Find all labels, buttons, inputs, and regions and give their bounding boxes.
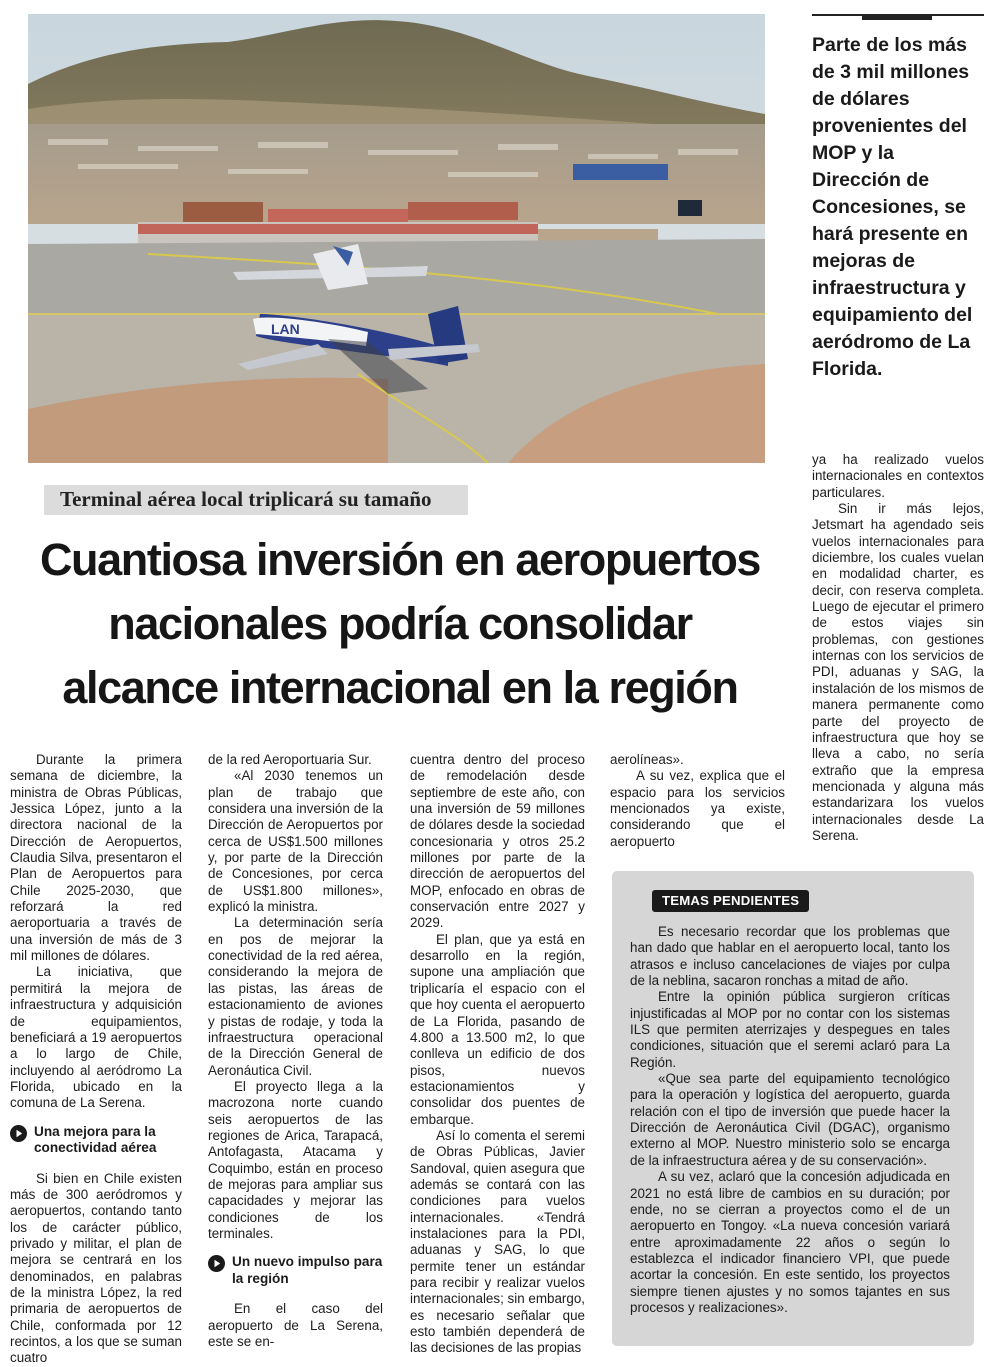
subheading-text: Un nuevo impulso para la región <box>232 1254 383 1286</box>
body-paragraph-continued: ya ha realizado vuelos internacionales en contextos particulares. <box>812 452 984 500</box>
body-column-4 <box>610 752 785 850</box>
headline-line-2: nacionales podría consolidar <box>108 598 692 649</box>
box-paragraph: «Que sea parte del equipamiento tecnológico para la operación y logística del aeropuerto, guarda relación con el tipo de inversión que puede hacer la Dirección de Aeronáutica Civil (DGAC), organismo externo al MOP. Nuestro ministerio solo se encarga de la infraestructura aérea y de su conservación». <box>630 1071 950 1168</box>
body-paragraph: Así lo comenta el seremi de Obras Públicas, Javier Sandoval, quien asegura que además se contará con las condiciones para vuelos internacionales. «Tendrá instalaciones para la PDI, aduanas y SAG, lo que permite tener un estándar para recibir y realizar vuelos internacionales; sin embargo, es necesario señalar que esto también dependerá de las decisiones de las propias <box>410 1127 585 1356</box>
kicker-banner <box>44 485 468 515</box>
box-paragraph: Entre la opinión pública surgieron críticas injustificadas al MOP por no contar con los sistemas ILS que permiten aterrizajes y despegues en tales condiciones, situación que el seremi aclaró para La Región. <box>630 989 950 1070</box>
body-paragraph: La iniciativa, que permitirá la mejora de infraestructura y adquisición de equipamientos, beneficiará a 19 aeropuertos a lo largo de Chile, incluyendo al aeródromo La Florida, ubicado en la comuna de La Serena. <box>10 964 182 1111</box>
box-paragraph: Es necesario recordar que los problemas que han dado que hablar en el aeropuerto local, tanto los atrasos e incluso cancelaciones de viajes por culpa de la neblina, sacaron ronchas a mitad de año. <box>630 924 950 989</box>
airport-photo <box>28 14 765 463</box>
body-paragraph: A su vez, explica que el espacio para los servicios mencionados ya existe, considerando que el aeropuerto <box>610 768 785 849</box>
play-circle-icon <box>10 1125 27 1142</box>
body-paragraph-continued: aerolíneas». <box>610 752 684 767</box>
box-paragraph: A su vez, aclaró que la concesión adjudicada en 2021 no está libre de cambios en su duración; por ende, no se cierran a proyectos como el de un aeropuerto en Tongoy. «La nueva concesión variará entre aproximadamente 22 años o según lo establezca el indicador financiero VPI, que puede acortar la concesión. En este sentido, los proyectos siempre tienen ajustes y no somos tajantes en sus procesos y realizaciones». <box>630 1169 950 1315</box>
headline-line-3: alcance internacional en la región <box>62 662 738 713</box>
body-paragraph: La determinación sería en pos de mejorar la conectividad de la red aérea, considerando la mejora de las pistas, las áreas de estacionamiento de aviones y pistas de rodaje, y toda la infraestructura operacional de la Dirección General de Aeronáutica Civil. <box>208 915 383 1078</box>
body-paragraph: El proyecto llega a la macrozona norte cuando seis aeropuertos de las regiones de Arica, Tarapacá, Antofagasta, Atacama y Coquimbo, están en proceso de mejoras para ampliar sus capacidades y mejorar las condiciones de los terminales. <box>208 1078 383 1241</box>
body-paragraph: El plan, que ya está en desarrollo en la región, supone una ampliación que triplicaría el espacio con el que hoy cuenta el aeropuerto de La Florida, pasando de 4.800 a 13.500 m2, lo que conlleva un edificio de dos pisos, nuevos estacionamientos y consolidar dos puentes de embarque. <box>410 931 585 1127</box>
body-paragraph: Sin ir más lejos, Jetsmart ha agendado seis vuelos internacionales para diciembre, los cuales vuelan en modalidad charter, es decir, con reserva completa. Luego de ejecutar el primero de estos viajes sin problemas, con gestiones internas con los servicios de PDI, aduanas y SAG, la instalación de los mismos de manera permanente como parte del proyecto de infraestructura que hoy se lleva a cabo, no sería extraño que la empresa mencionada y alguna más estandarizara los vuelos internacionales desde La Serena. <box>812 501 984 843</box>
subheading <box>10 1124 182 1157</box>
body-paragraph-continued: de la red Aeroportuaria Sur. <box>208 752 372 767</box>
body-column-2 <box>208 752 383 1350</box>
body-paragraph-continued: cuentra dentro del proceso de remodelación desde septiembre de este año, con una inversión de 59 millones de dólares desde la sociedad concesionaria y otros 25.2 millones por parte de la dirección de aeropuertos del MOP, enfocado en obras de conservación entre 2027 y 2029. <box>410 752 585 931</box>
pull-quote-rule <box>812 14 984 22</box>
sidebar-box-badge: TEMAS PENDIENTES <box>652 890 809 912</box>
body-paragraph: Si bien en Chile existen más de 300 aeródromos y aeropuertos, contando tanto los de carácter público, privado y militar, el plan de mejora se centrará en los denominados, en palabras de la ministra López, la red primaria de aeropuertos de Chile, conformada por 12 recintos, a los que se suman cuatro <box>10 1170 182 1366</box>
sidebar-box-text <box>630 924 950 1316</box>
pull-quote: Parte de los más de 3 mil millones de dólares provenientes del MOP y la Dirección de Concesiones, se hará presente en mejoras de infraestructura y equipamiento del aeródromo de La Florida. <box>812 34 973 380</box>
subheading-text: Una mejora para la conectividad aérea <box>34 1123 157 1156</box>
body-column-1 <box>10 752 182 1367</box>
body-paragraph: Durante la primera semana de diciembre, la ministra de Obras Públicas, Jessica López, junto a la directora nacional de la Dirección de Aeropuertos, Claudia Silva, presentaron el Plan de Aeropuertos para Chile 2025-2030, que reforzará la red aeroportuaria a través de una inversión de más de 3 mil millones de dólares. <box>10 752 182 964</box>
kicker-text: Terminal aérea local triplicará su tamaño <box>60 487 432 511</box>
headline-line-1: Cuantiosa inversión en aeropuertos <box>39 534 761 585</box>
body-column-5 <box>812 452 984 844</box>
body-paragraph: En el caso del aeropuerto de La Serena, este se en- <box>208 1301 383 1349</box>
body-column-3 <box>410 752 585 1357</box>
headline <box>20 528 780 720</box>
play-circle-icon <box>208 1255 225 1272</box>
body-paragraph: «Al 2030 tenemos un plan de trabajo que considera una inversión de la Dirección de Aeropuertos por cerca de US$1.500 millones y, por parte de la Dirección de Concesiones, por cerca de US$1.800 millones», explicó la ministra. <box>208 768 383 915</box>
plane-livery-text: LAN <box>271 321 300 337</box>
subheading <box>208 1254 383 1287</box>
